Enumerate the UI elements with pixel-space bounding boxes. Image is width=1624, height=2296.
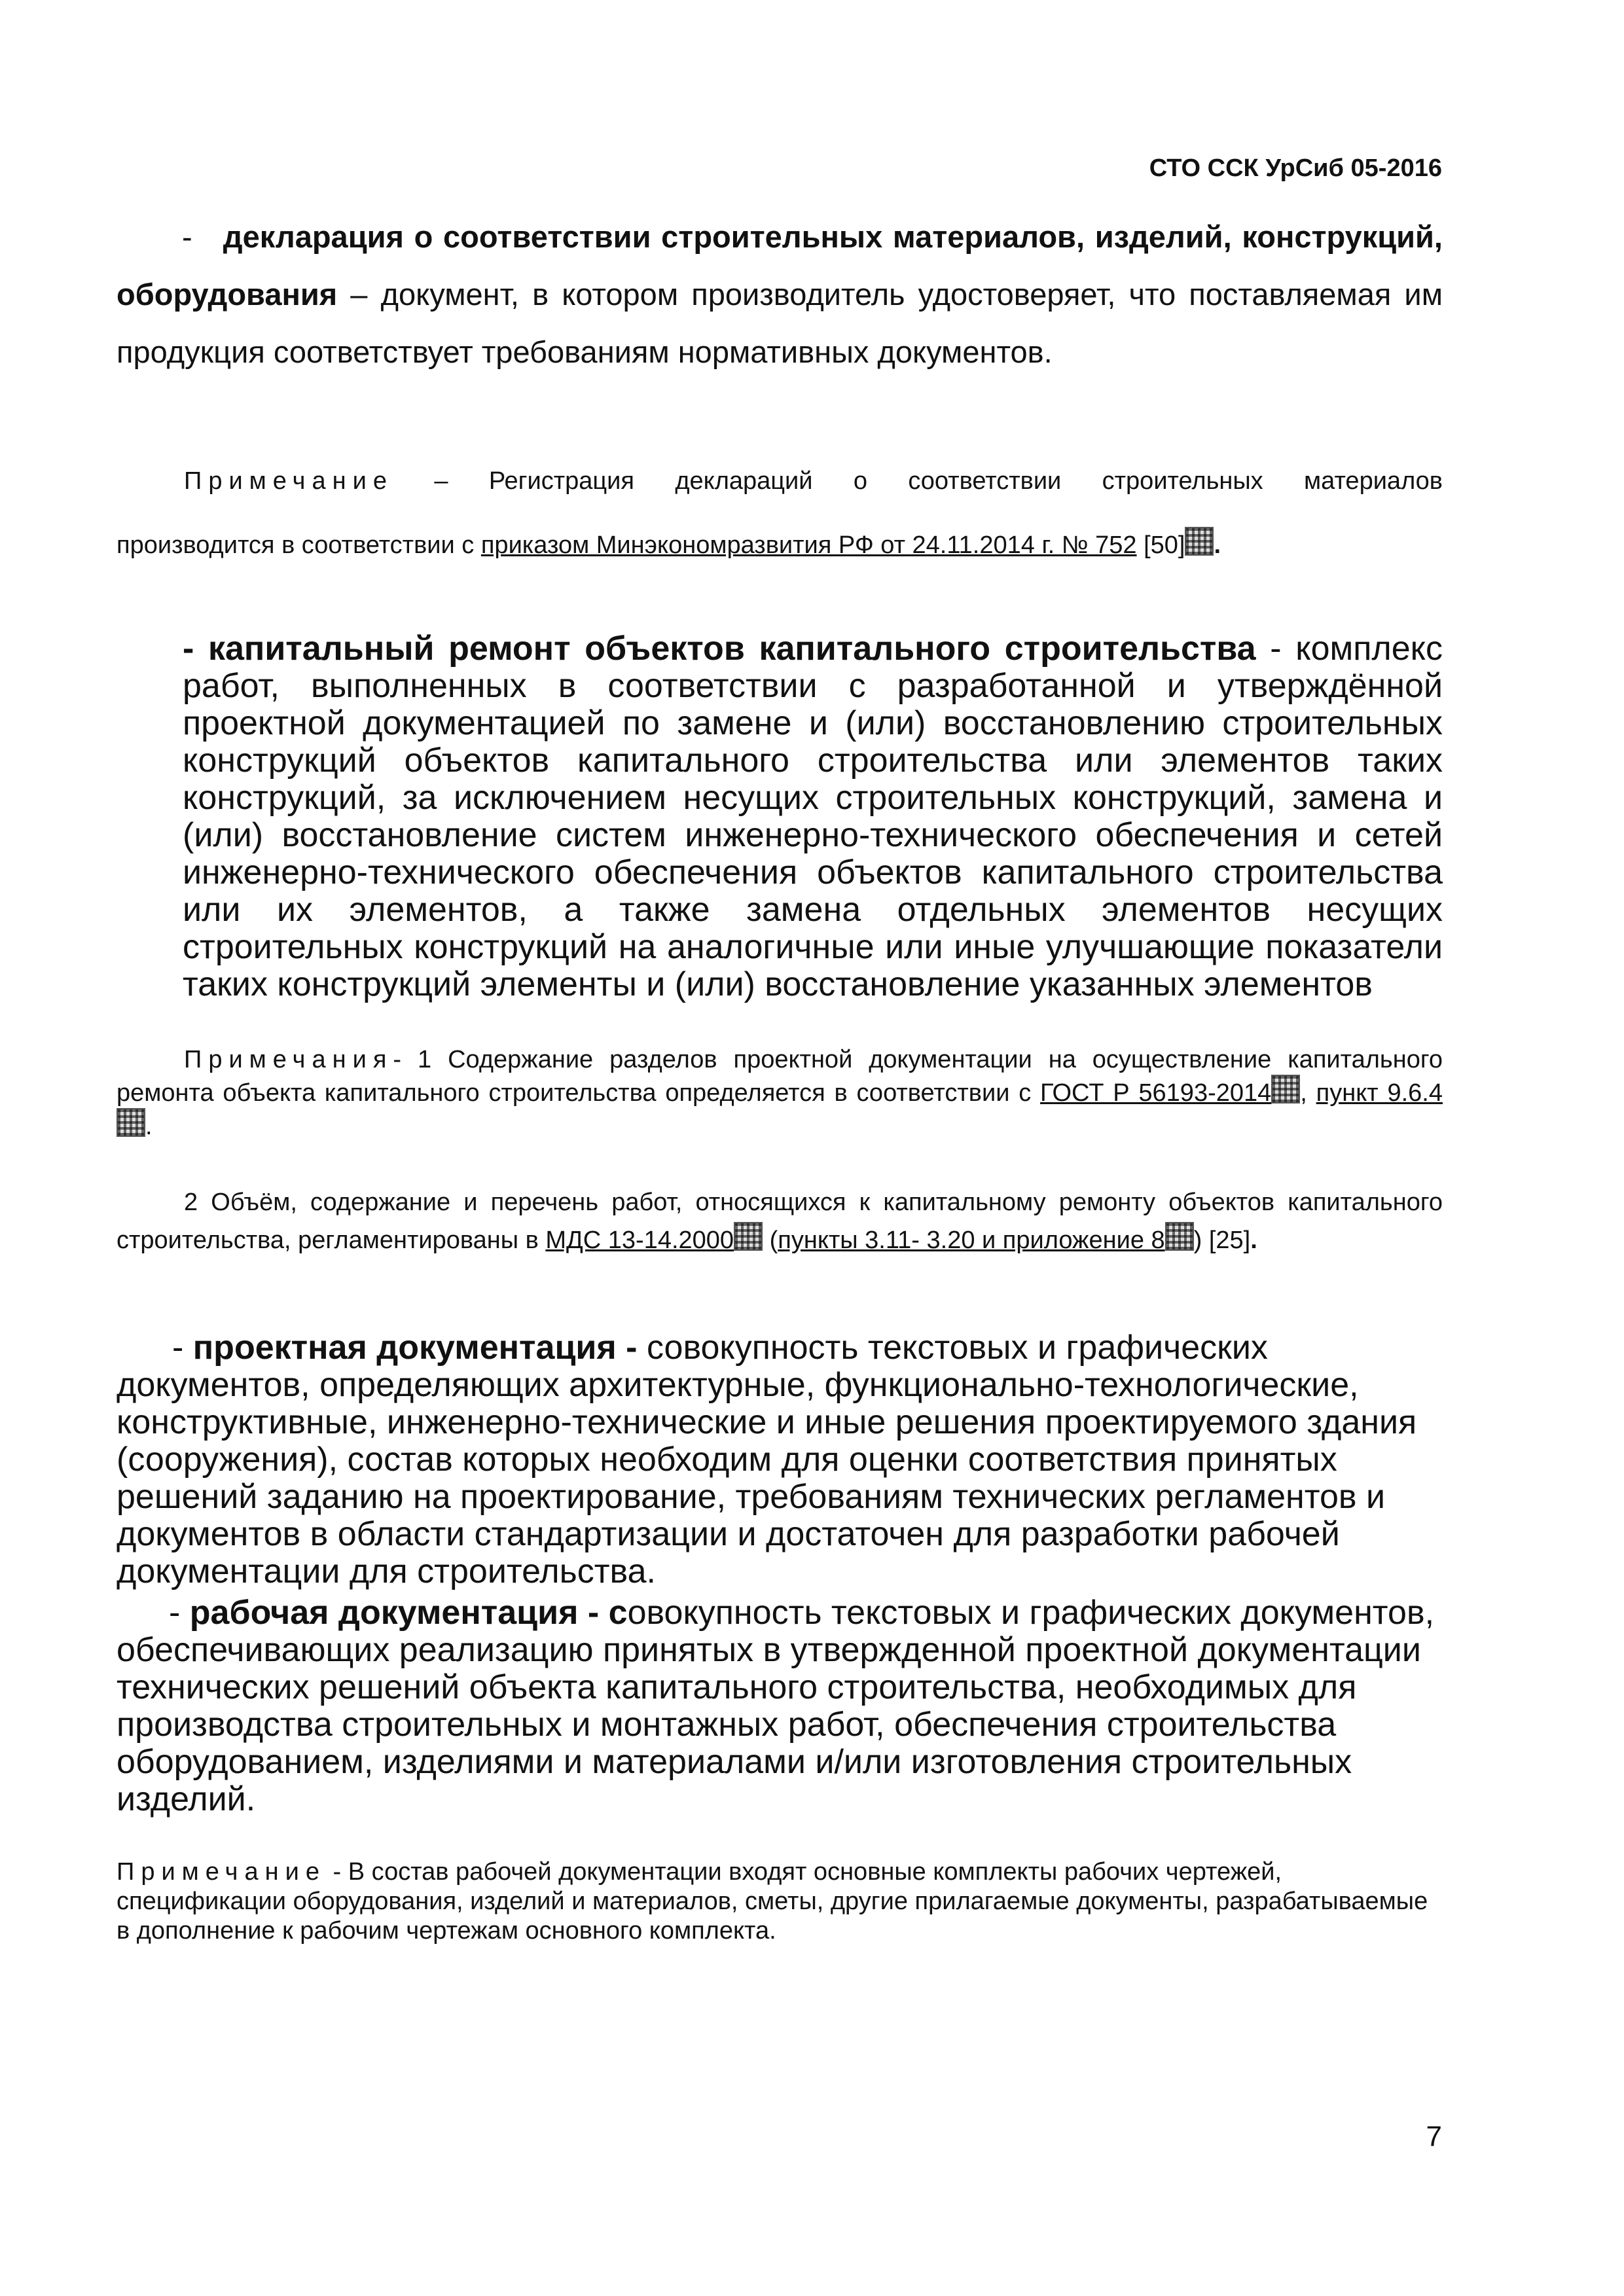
term-dash: - (182, 219, 192, 254)
qr-code-icon[interactable] (734, 1222, 763, 1251)
term-capital-repair-title: - капитальный ремонт объектов капитального строительства (183, 630, 1256, 668)
reference-50: [50] (1136, 531, 1185, 559)
term-project-documentation (117, 1329, 1443, 1590)
note-working-documentation-text: В состав рабочей документации входят основные комплекты рабочих чертежей, спецификации оборудования, изделий и материалов, сметы, другие прилагаемые документы, разрабатываемые в дополнение к рабочим чертежам основного комплекта. (117, 1858, 1428, 1945)
note-declaration-line1 (117, 467, 1443, 495)
qr-code-icon[interactable] (1271, 1075, 1300, 1103)
note-declaration-text-2: производится в соответствии с (117, 531, 481, 559)
note-capital-repair-1 (117, 1045, 1443, 1141)
note-declaration-line2 (117, 527, 1443, 560)
note-dash: - (393, 1046, 418, 1073)
qr-code-icon[interactable] (1185, 527, 1214, 556)
separator: ( (763, 1227, 778, 1254)
note-end-dot: . (1250, 1227, 1257, 1254)
note-dash: - (325, 1858, 348, 1886)
note-dash: – (393, 467, 489, 495)
note-label: Примечание (184, 467, 393, 495)
note-end-dot: . (145, 1113, 153, 1140)
term-project-documentation-title: проектная документация - (192, 1329, 647, 1367)
note-capital-repair-2-text: 2 Объём, содержание и перечень работ, относящихся к капитальному ремонту объектов капитального строительства, регламентированы в (117, 1189, 1443, 1254)
clause-9-6-4-link[interactable]: пункт 9.6.4 (1316, 1079, 1443, 1107)
note-label: Примечание (117, 1858, 326, 1886)
note-working-documentation (117, 1857, 1443, 1946)
page-number: 7 (1426, 2121, 1442, 2153)
term-dash: - (169, 1594, 190, 1632)
document-code: СТО ССК УрСиб 05-2016 (1149, 154, 1442, 182)
separator: , (1300, 1079, 1316, 1107)
term-project-documentation-definition: совокупность текстовых и графических документов, определяющих архитектурные, функционально-технологические, конструктивные, инженерно-технические и иные решения проектируемого здания (сооружения), состав которых необходим для оценки соответствия принятых решений заданию на проектирование, требованиям технических регламентов и документов в области стандартизации и достаточен для разработки рабочей документации для строительства. (117, 1329, 1417, 1590)
qr-code-icon[interactable] (117, 1108, 145, 1137)
term-working-documentation-title: рабочая документация - с (189, 1594, 628, 1632)
term-working-documentation-definition: овокупность текстовых и графических документов, обеспечивающих реализацию принятых в утвержденной проектной документации технических решений объекта капитального строительства, необходимых для производства строительных и монтажных работ, обеспечения строительства оборудованием, изделиями и материалами и/или изготовления строительных изделий. (117, 1594, 1435, 1818)
note-end-dot: . (1214, 531, 1221, 559)
note-declaration-text: Регистрация деклараций о соответствии строительных материалов (488, 467, 1443, 495)
note-capital-repair-2 (117, 1183, 1443, 1259)
term-capital-repair-definition: - комплекс работ, выполненных в соответствии с разработанной и утверждённой проектной документацией по замене и (или) восстановлению строительных конструкций объектов капитального строительства или элементов таких конструкций, за исключением несущих строительных конструкций, замена и (или) восстановление систем инженерно-технического обеспечения и сетей инженерно-технического обеспечения объектов капитального строительства или их элементов, а также замена отдельных элементов несущих строительных конструкций на аналогичные или иные улучшающие показатели таких конструкций элементы и (или) восстановление указанных элементов (183, 630, 1443, 1003)
mds-13-14-link[interactable]: МДС 13-14.2000 (545, 1227, 734, 1254)
gost-56193-link[interactable]: ГОСТ Р 56193-2014 (1040, 1079, 1272, 1107)
note-declaration (117, 467, 1443, 560)
clauses-appendix-8-link[interactable]: пункты 3.11- 3.20 и приложение 8 (778, 1227, 1165, 1254)
term-declaration-definition: – документ, в котором производитель удостоверяет, что поставляемая им продукция соответствует требованиям нормативных документов. (117, 277, 1443, 369)
note-capital-repair-text: 1 Содержание разделов проектной документации на осуществление капитального ремонта объекта капитального строительства определяется в соответствии с (117, 1046, 1443, 1107)
term-declaration (117, 208, 1443, 381)
qr-code-icon[interactable] (1165, 1222, 1194, 1251)
term-capital-repair (183, 630, 1443, 1003)
order-minecon-link[interactable]: приказом Минэкономразвития РФ от 24.11.2014 г. № 752 (480, 531, 1137, 559)
reference-25: ) [25] (1193, 1227, 1251, 1254)
term-declaration-title: декларация о соответствии строительных материалов, изделий, конструкций, оборудования (117, 219, 1443, 312)
note-label: Примечания (184, 1046, 393, 1073)
term-working-documentation (117, 1594, 1443, 1818)
term-dash: - (172, 1329, 193, 1367)
